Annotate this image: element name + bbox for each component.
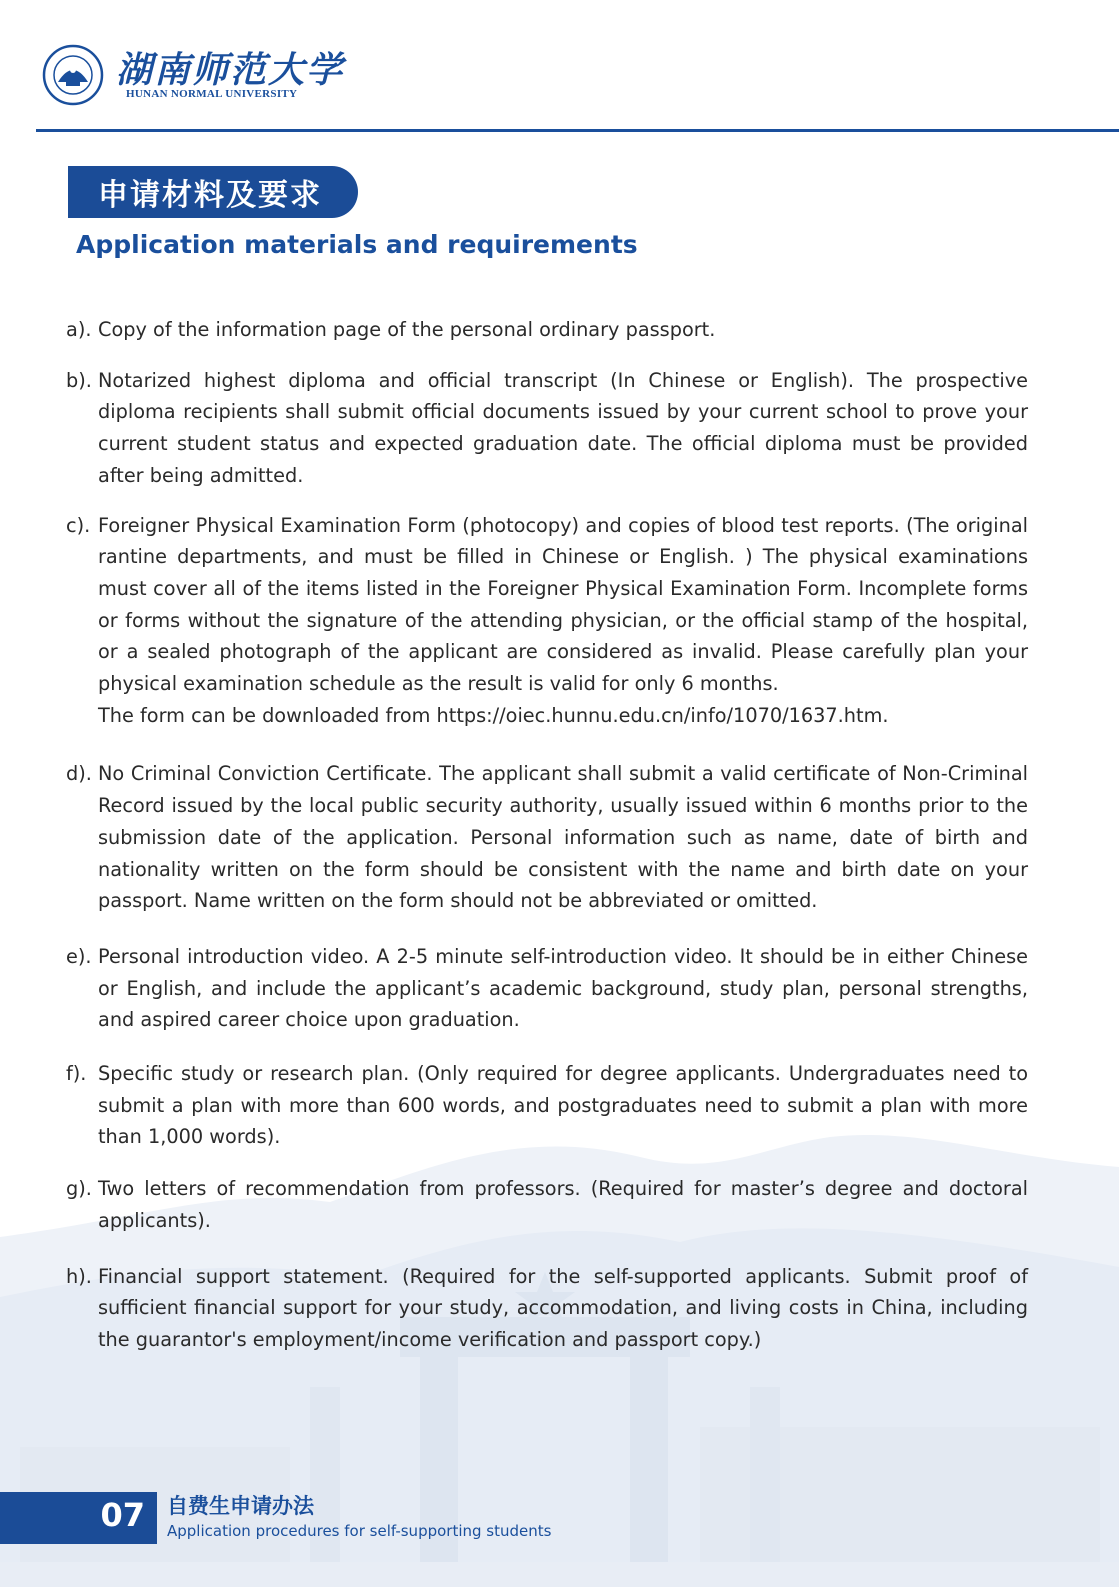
spacer (66, 1153, 1028, 1173)
section-title-english: Application materials and requirements (76, 230, 638, 259)
list-item-marker: h). (66, 1264, 92, 1288)
list-item-text: Notarized highest diploma and official transcript (In Chinese or English). The prospective diploma recipients shall submit official documents issued by your current school to prove your current student status and expected graduation date. The official diploma must be provided after being admitted. (98, 368, 1028, 487)
list-item-marker: g). (66, 1177, 92, 1201)
page-number: 07 (100, 1496, 145, 1534)
list-item-text: Personal introduction video. A 2-5 minute self-introduction video. It should be in either Chinese or English, and include the applicant’s academic background, study plan, personal strengths, and aspired career choice upon graduation. (98, 944, 1028, 1032)
spacer (66, 1036, 1028, 1058)
footer-title-english: Application procedures for self-supporting students (167, 1522, 552, 1540)
list-item-text: Copy of the information page of the personal ordinary passport. (98, 318, 716, 341)
list-item-marker: d). (66, 762, 92, 786)
list-item-text: Two letters of recommendation from professors. (Required for master’s degree and doctoral applicants). (98, 1177, 1028, 1232)
section-title-banner (68, 166, 358, 218)
university-seal-icon (42, 44, 104, 106)
list-item-marker: c). (66, 513, 91, 537)
spacer (66, 346, 1028, 365)
list-item-text: Foreigner Physical Examination Form (photocopy) and copies of blood test reports. (The original rantine departments, and must be filled in Chinese or English. ) The physical examinations must cover all of the items listed in the Foreigner Physical Examination Form. Incomplete forms or forms without the signature of the attending physician, or the official stamp of the hospital, or a sealed photograph of the applicant are considered as invalid. Please carefully plan your physical examination schedule as the result is valid for only 6 months. (98, 513, 1028, 696)
footer-title-chinese: 自费生申请办法 (167, 1494, 314, 1518)
list-item (66, 314, 1028, 346)
section-title-chinese: 申请材料及要求 (98, 178, 322, 213)
list-item-text: Financial support statement. (Required for the self-supported applicants. Submit proof of sufficient financial support for your study, accommodation, and living costs in China, including the guarantor's employment/income verification and passport copy.) (98, 1264, 1028, 1351)
spacer (66, 1237, 1028, 1261)
header-divider (36, 129, 1119, 132)
list-item (66, 1058, 1028, 1153)
spacer (66, 731, 1028, 758)
requirements-list (66, 314, 1028, 1356)
list-item (66, 365, 1028, 492)
list-item-marker: a). (66, 318, 92, 341)
list-item-marker: f). (66, 1062, 87, 1086)
list-item (66, 758, 1028, 917)
list-item-text: No Criminal Conviction Certificate. The applicant shall submit a valid certificate of Non-Criminal Record issued by the local public security authority, usually issued within 6 months prior to the submission date of the application. Personal information such as name, date of birth and nationality written on the form should be consistent with the name and birth date on your passport. Name written on the form should not be abbreviated or omitted. (98, 762, 1028, 913)
university-name-english: HUNAN NORMAL UNIVERSITY (126, 88, 298, 100)
download-link-text: The form can be downloaded from https://oiec.hunnu.edu.cn/info/1070/1637.htm. (98, 703, 889, 727)
page-number-badge (0, 1492, 157, 1544)
list-item (66, 941, 1028, 1036)
spacer (66, 917, 1028, 941)
university-name-chinese: 湖南师范大学 (116, 49, 345, 91)
list-item (66, 510, 1028, 732)
list-item (66, 1261, 1028, 1356)
list-item-marker: e). (66, 944, 92, 968)
list-item (66, 1173, 1028, 1236)
list-item-marker: b). (66, 368, 92, 392)
list-item-text: Specific study or research plan. (Only required for degree applicants. Undergraduates need to submit a plan with more than 600 words, and postgraduates need to submit a plan with more than 1,000 words). (98, 1062, 1028, 1149)
spacer (66, 492, 1028, 510)
